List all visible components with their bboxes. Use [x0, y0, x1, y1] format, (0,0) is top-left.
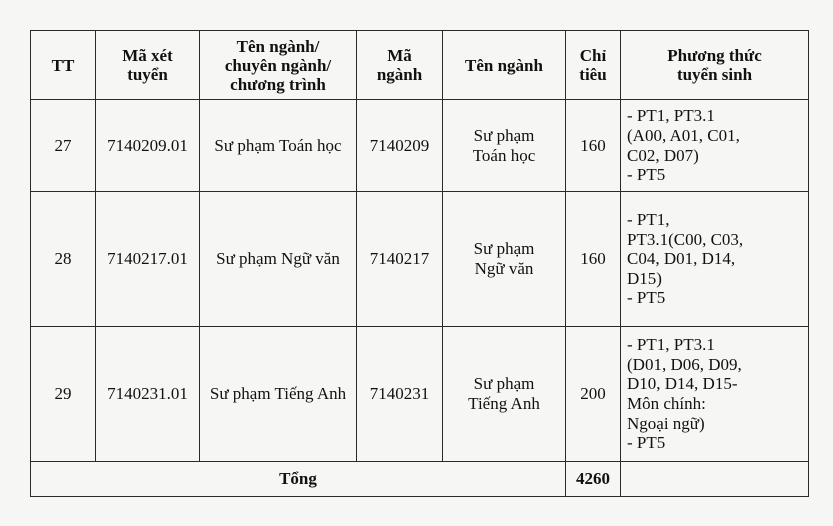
header-ten-nganh: Tên ngành: [443, 31, 566, 100]
header-line: Mã: [387, 46, 412, 65]
cell-ma-nganh: 7140231: [357, 327, 443, 462]
header-ma-xet-tuyen: [96, 31, 200, 100]
cell-ma-xet-tuyen: 7140209.01: [96, 100, 200, 192]
table-row: [31, 192, 809, 327]
cell-phuong-thuc: [621, 327, 809, 462]
cell-chuong-trinh: Sư phạm Ngữ văn: [200, 192, 357, 327]
cell-chuong-trinh: Sư phạm Toán học: [200, 100, 357, 192]
cell-line: - PT1, PT3.1: [627, 335, 715, 355]
cell-ten-nganh: [443, 192, 566, 327]
cell-phuong-thuc: [621, 100, 809, 192]
cell-line: - PT1, PT3.1: [627, 106, 715, 126]
cell-chi-tieu: 160: [566, 192, 621, 327]
cell-line: - PT1,: [627, 210, 670, 230]
cell-line: Môn chính:: [627, 394, 706, 413]
cell-tt: 27: [31, 100, 96, 192]
cell-line: (A00, A01, C01,: [627, 125, 740, 145]
cell-tt: 29: [31, 327, 96, 462]
total-value: 4260: [566, 462, 621, 497]
header-tt: TT: [31, 31, 96, 100]
header-line: tuyển sinh: [676, 65, 753, 84]
cell-line: Ngữ văn: [474, 259, 534, 278]
header-ma-nganh: [357, 31, 443, 100]
total-row: [31, 462, 809, 497]
cell-chuong-trinh: Sư phạm Tiếng Anh: [200, 327, 357, 462]
header-line: Phương thức: [667, 46, 762, 65]
cell-line: PT3.1(C00, C03,: [627, 229, 744, 249]
cell-ma-xet-tuyen: 7140231.01: [96, 327, 200, 462]
cell-line: C04, D01, D14,: [627, 249, 736, 269]
header-ten-nganh-chuong-trinh: [200, 31, 357, 100]
header-line: chuyên ngành/: [224, 55, 332, 75]
admission-table-container: [30, 30, 809, 497]
table-row: [31, 100, 809, 192]
cell-line: Toán học: [472, 145, 536, 165]
header-line: Mã xét: [122, 46, 173, 65]
header-row: [31, 31, 809, 100]
total-method: [621, 462, 809, 497]
cell-ten-nganh: [443, 100, 566, 192]
header-phuong-thuc: [621, 31, 809, 100]
cell-line: - PT5: [627, 433, 666, 453]
cell-line: Sư phạm: [473, 125, 535, 145]
header-line: Tên ngành/: [236, 36, 320, 56]
cell-ma-nganh: 7140209: [357, 100, 443, 192]
admission-table: [30, 30, 809, 497]
cell-ma-xet-tuyen: 7140217.01: [96, 192, 200, 327]
cell-line: C02, D07): [627, 145, 699, 165]
cell-line: Tiếng Anh: [468, 394, 540, 413]
cell-chi-tieu: 160: [566, 100, 621, 192]
header-line: tiêu: [579, 65, 607, 84]
total-label: Tổng: [31, 462, 566, 497]
cell-line: - PT5: [627, 165, 666, 185]
header-line: Chỉ: [579, 46, 607, 65]
cell-line: D15): [627, 268, 662, 288]
cell-ma-nganh: 7140217: [357, 192, 443, 327]
cell-ten-nganh: [443, 327, 566, 462]
table-row: [31, 327, 809, 462]
header-line: tuyển: [127, 65, 168, 84]
header-chi-tieu: [566, 31, 621, 100]
header-line: ngành: [376, 65, 423, 84]
cell-line: (D01, D06, D09,: [627, 354, 742, 374]
cell-line: - PT5: [627, 288, 666, 308]
cell-line: Sư phạm: [473, 374, 535, 393]
cell-line: Ngoại ngữ): [627, 413, 705, 433]
cell-chi-tieu: 200: [566, 327, 621, 462]
cell-tt: 28: [31, 192, 96, 327]
cell-line: Sư phạm: [473, 239, 535, 258]
cell-line: D10, D14, D15-: [627, 374, 738, 394]
header-line: chương trình: [230, 74, 326, 94]
cell-phuong-thuc: [621, 192, 809, 327]
